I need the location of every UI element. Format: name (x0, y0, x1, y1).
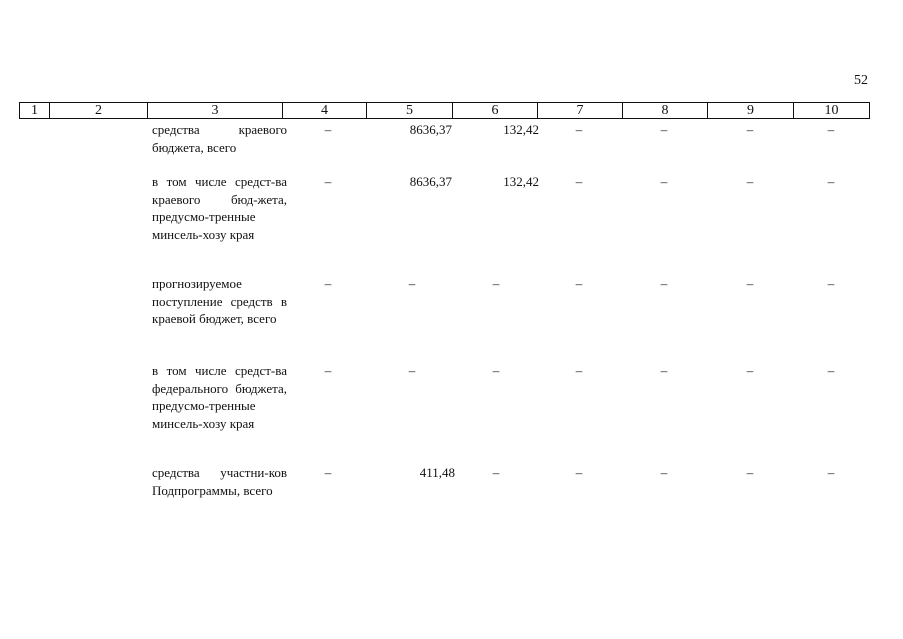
cell-col-10: – (827, 465, 835, 480)
cell-col-8: – (660, 276, 668, 291)
cell-col-9: – (746, 363, 754, 378)
cell-col-4: – (324, 276, 332, 291)
header-col-5: 5 (367, 103, 453, 119)
cell-col-6: 132,42 (503, 122, 539, 137)
cell-col-10: – (827, 122, 835, 137)
cell-col-10: – (827, 363, 835, 378)
page-number: 52 (854, 73, 868, 88)
cell-col-6: – (492, 276, 500, 291)
header-col-6: 6 (453, 103, 538, 119)
header-col-7: 7 (538, 103, 623, 119)
cell-col-5: 8636,37 (409, 122, 452, 137)
header-col-2: 2 (50, 103, 148, 119)
header-col-9: 9 (708, 103, 794, 119)
cell-col-8: – (660, 465, 668, 480)
cell-col-5: – (408, 363, 416, 378)
header-col-10: 10 (794, 103, 870, 119)
cell-col-5: 8636,37 (409, 174, 452, 189)
row-description: средства участни-ков Подпрограммы, всего (152, 465, 287, 498)
cell-col-8: – (660, 363, 668, 378)
cell-col-7: – (575, 122, 583, 137)
cell-col-10: – (827, 174, 835, 189)
cell-col-9: – (746, 276, 754, 291)
row-description: в том числе средст-ва федерального бюджета, предусмо-тренные минсель-хозу края (152, 363, 287, 431)
header-col-8: 8 (623, 103, 708, 119)
cell-col-7: – (575, 276, 583, 291)
cell-col-5: 411,48 (419, 465, 455, 480)
cell-col-10: – (827, 276, 835, 291)
cell-col-4: – (324, 465, 332, 480)
cell-col-9: – (746, 174, 754, 189)
cell-col-6: – (492, 363, 500, 378)
cell-col-7: – (575, 465, 583, 480)
cell-col-9: – (746, 122, 754, 137)
row-description: в том числе средст-ва краевого бюд-жета, предусмо-тренные минсель-хозу края (152, 174, 287, 242)
row-description: прогнозируемое поступление средств в краевой бюджет, всего (152, 276, 287, 327)
cell-col-6: 132,42 (503, 174, 539, 189)
cell-col-5: – (408, 276, 416, 291)
cell-col-7: – (575, 174, 583, 189)
header-col-3: 3 (148, 103, 283, 119)
cell-col-8: – (660, 174, 668, 189)
cell-col-7: – (575, 363, 583, 378)
cell-col-4: – (324, 174, 332, 189)
cell-col-8: – (660, 122, 668, 137)
cell-col-4: – (324, 122, 332, 137)
cell-col-9: – (746, 465, 754, 480)
header-col-4: 4 (283, 103, 367, 119)
header-col-1: 1 (20, 103, 50, 119)
cell-col-4: – (324, 363, 332, 378)
cell-col-6: – (492, 465, 500, 480)
row-description: средства краевого бюджета, всего (152, 122, 287, 155)
